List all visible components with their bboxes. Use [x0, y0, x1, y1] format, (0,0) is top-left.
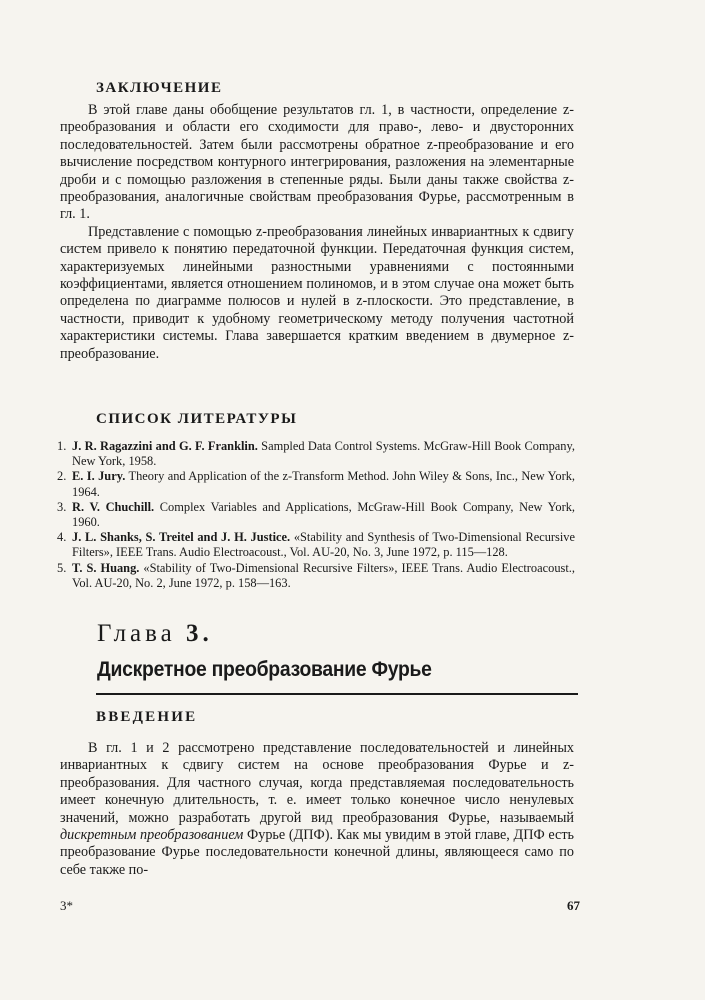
- reference-authors: J. L. Shanks, S. Treitel and J. H. Justice.: [72, 530, 291, 545]
- reference-number: 5.: [57, 560, 67, 575]
- reference-number: 2.: [57, 469, 67, 484]
- conclusion-paragraph-2: Представление с помощью z-преобразования линейных инвариантных к сдвигу систем привело к понятию передаточной функции. Передаточная функция систем, характеризуемых линейными разностными уравнениями с постоянными коэффициентами, является отношением полиномов, и в этом случае она может быть определена по диаграмме полюсов и нулей в z-плоскости. Это представление, в частности, приводит к удобному геометрическому методу получения частотной характеристики системы. Глава завершается кратким введением в двумерное z-преобразование.: [60, 223, 574, 362]
- printer-signature: 3*: [60, 898, 73, 913]
- reference-text: «Stability and Synthesis of Two-Dimensional Recursive Filters», IEEE Trans. Audio Electroacoust., Vol. AU-20, No. 3, June 1972, p. 115—128.: [72, 530, 576, 560]
- page-number: 67: [567, 898, 580, 913]
- introduction-section: [60, 740, 574, 879]
- reference-text: Sampled Data Control Systems. McGraw-Hill Book Company, New York, 1958.: [72, 439, 575, 469]
- reference-item: [57, 561, 575, 591]
- introduction-emphasis: дискретным преобразованием: [60, 827, 244, 844]
- references-heading: СПИСОК ЛИТЕРАТУРЫ: [96, 411, 298, 427]
- reference-item: [57, 439, 575, 469]
- reference-authors: R. V. Chuchill.: [72, 499, 155, 514]
- conclusion-paragraph-1: В этой главе даны обобщение результатов гл. 1, в частности, определение z-преобразования и области его сходимости для право-, лево- и двусторонних последовательностей. Затем были рассмотрены обратное z-преобразование и его вычисление посредством контурного интегрирования, разложения на элементарные дроби и с помощью разложения в степенные ряды. Были даны также свойства z-преобразования, аналогичные свойствам преобразования Фурье, рассмотренным в гл. 1.: [60, 102, 574, 223]
- chapter-title: Дискретное преобразование Фурье: [97, 657, 432, 681]
- reference-number: 3.: [57, 499, 67, 514]
- reference-authors: E. I. Jury.: [72, 469, 126, 484]
- reference-authors: J. R. Ragazzini and G. F. Franklin.: [72, 439, 258, 453]
- chapter-heading: [97, 620, 213, 648]
- introduction-heading: ВВЕДЕНИЕ: [96, 709, 198, 725]
- chapter-number: 3.: [185, 620, 213, 647]
- reference-number: 1.: [57, 439, 67, 453]
- conclusion-heading: ЗАКЛЮЧЕНИЕ: [96, 80, 223, 96]
- conclusion-section: [60, 79, 574, 363]
- reference-text: Theory and Application of the z-Transform Method. John Wiley & Sons, Inc., New York, 1964.: [72, 469, 576, 499]
- chapter-label: Глава: [97, 620, 176, 647]
- reference-number: 4.: [57, 530, 67, 545]
- introduction-paragraph: [60, 740, 574, 879]
- introduction-text-before: В гл. 1 и 2 рассмотрено представление последовательностей и линейных инвариантных к сдвигу систем на основе преобразования Фурье и z-преобразования. Для частного случая, когда представляемая последовательность имеет конечную длительность, т. е. имеет только конечное число ненулевых значений, можно разработать другой вид преобразования Фурье, называемый: [60, 740, 574, 826]
- reference-text: «Stability of Two-Dimensional Recursive Filters», IEEE Trans. Audio Electroacoust., Vol. AU-20, No. 2, June 1972, p. 158—163.: [72, 560, 575, 590]
- references-list: [57, 439, 575, 591]
- reference-text: Complex Variables and Applications, McGraw-Hill Book Company, New York, 1960.: [72, 499, 575, 530]
- chapter-divider: [96, 693, 578, 695]
- reference-item: [57, 500, 575, 530]
- reference-item: [57, 530, 575, 560]
- reference-authors: T. S. Huang.: [72, 560, 140, 575]
- reference-item: [57, 469, 575, 499]
- introduction-text-after: Фурье (ДПФ). Как мы увидим в этой главе, ДПФ есть преобразование Фурье последовательности конечной длины, являющееся само по себе также по-: [60, 827, 575, 878]
